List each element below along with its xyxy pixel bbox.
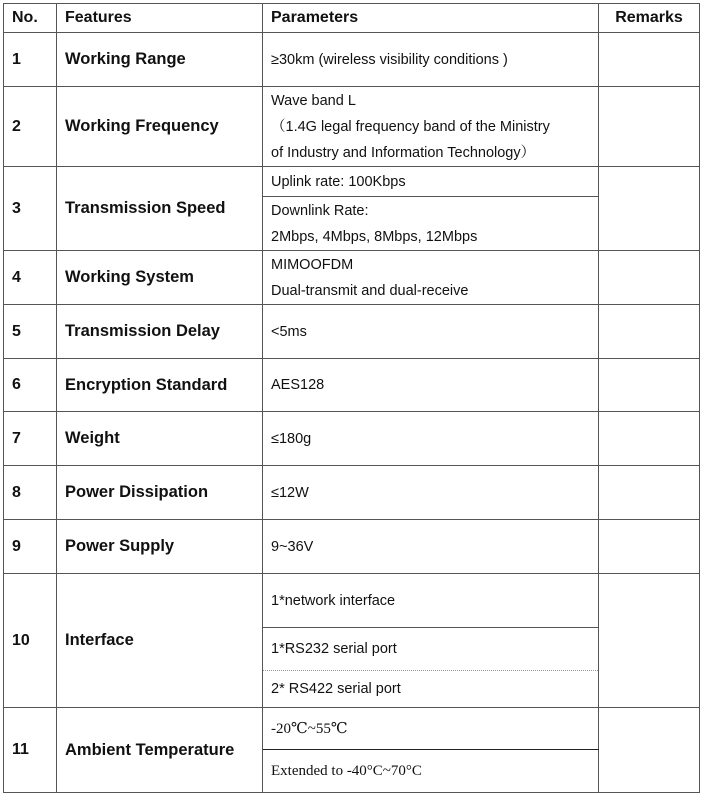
parameter-line: Dual-transmit and dual-receive (271, 282, 469, 299)
feature-name: Encryption Standard (57, 359, 263, 412)
table-row (4, 305, 700, 359)
table-row (4, 33, 700, 87)
parameter-value (263, 750, 599, 793)
parameter-value (263, 87, 599, 167)
table-row (4, 412, 700, 466)
feature-name: Transmission Speed (57, 167, 263, 251)
remarks-cell (599, 574, 700, 708)
parameter-value (263, 628, 599, 671)
table-row (4, 520, 700, 574)
parameter-value (263, 708, 599, 750)
header-remarks: Remarks (599, 4, 700, 33)
row-number: 8 (4, 466, 57, 520)
remarks-cell (599, 520, 700, 574)
parameter-line: 2Mbps, 4Mbps, 8Mbps, 12Mbps (271, 228, 478, 245)
parameter-line: ≤12W (271, 484, 309, 501)
parameter-line: Wave band L (271, 92, 356, 109)
spec-table (3, 3, 700, 793)
parameter-line: 1*network interface (271, 592, 396, 609)
table-header-row (4, 4, 700, 33)
feature-name: Power Supply (57, 520, 263, 574)
table-row (4, 708, 700, 750)
parameter-value (263, 412, 599, 466)
table-row (4, 87, 700, 167)
row-number: 1 (4, 33, 57, 87)
parameter-value (263, 167, 599, 197)
parameter-value (263, 251, 599, 305)
remarks-cell (599, 305, 700, 359)
remarks-cell (599, 412, 700, 466)
row-number: 9 (4, 520, 57, 574)
remarks-cell (599, 251, 700, 305)
parameter-value (263, 574, 599, 628)
row-number: 2 (4, 87, 57, 167)
parameter-value (263, 197, 599, 251)
remarks-cell (599, 167, 700, 251)
parameter-line: Uplink rate: 100Kbps (271, 173, 406, 190)
parameter-line: ≥30km (wireless visibility conditions ) (271, 51, 508, 68)
table-row (4, 167, 700, 197)
row-number: 5 (4, 305, 57, 359)
feature-name: Working Range (57, 33, 263, 87)
header-parameters: Parameters (263, 4, 599, 33)
row-number: 4 (4, 251, 57, 305)
feature-name: Power Dissipation (57, 466, 263, 520)
remarks-cell (599, 87, 700, 167)
parameter-line: 1*RS232 serial port (271, 641, 397, 657)
feature-name: Working Frequency (57, 87, 263, 167)
parameter-line: Downlink Rate: (271, 202, 369, 219)
parameter-line: AES128 (271, 377, 325, 393)
parameter-value (263, 359, 599, 412)
parameter-line: -20℃~55℃ (271, 720, 348, 737)
table-row (4, 574, 700, 628)
row-number: 6 (4, 359, 57, 412)
parameter-value (263, 33, 599, 87)
feature-name: Interface (57, 574, 263, 708)
row-number: 3 (4, 167, 57, 251)
parameter-line: <5ms (271, 323, 307, 340)
remarks-cell (599, 466, 700, 520)
parameter-line: Extended to -40°C~70°C (271, 763, 422, 779)
table-row (4, 251, 700, 305)
header-no: No. (4, 4, 57, 33)
parameter-value (263, 466, 599, 520)
table-row (4, 466, 700, 520)
table-row (4, 359, 700, 412)
remarks-cell (599, 708, 700, 793)
feature-name: Weight (57, 412, 263, 466)
parameter-line: of Industry and Information Technology） (271, 144, 536, 161)
parameter-line: 2* RS422 serial port (271, 681, 401, 697)
feature-name: Ambient Temperature (57, 708, 263, 793)
row-number: 10 (4, 574, 57, 708)
parameter-line: MIMOOFDM (271, 256, 354, 273)
parameter-line: 9~36V (271, 538, 314, 555)
feature-name: Transmission Delay (57, 305, 263, 359)
parameter-value (263, 520, 599, 574)
row-number: 11 (4, 708, 57, 793)
parameter-value (263, 305, 599, 359)
feature-name: Working System (57, 251, 263, 305)
parameter-line: （1.4G legal frequency band of the Ministry (271, 118, 550, 135)
remarks-cell (599, 359, 700, 412)
header-features: Features (57, 4, 263, 33)
row-number: 7 (4, 412, 57, 466)
parameter-line: ≤180g (271, 430, 312, 447)
parameter-value (263, 671, 599, 708)
remarks-cell (599, 33, 700, 87)
